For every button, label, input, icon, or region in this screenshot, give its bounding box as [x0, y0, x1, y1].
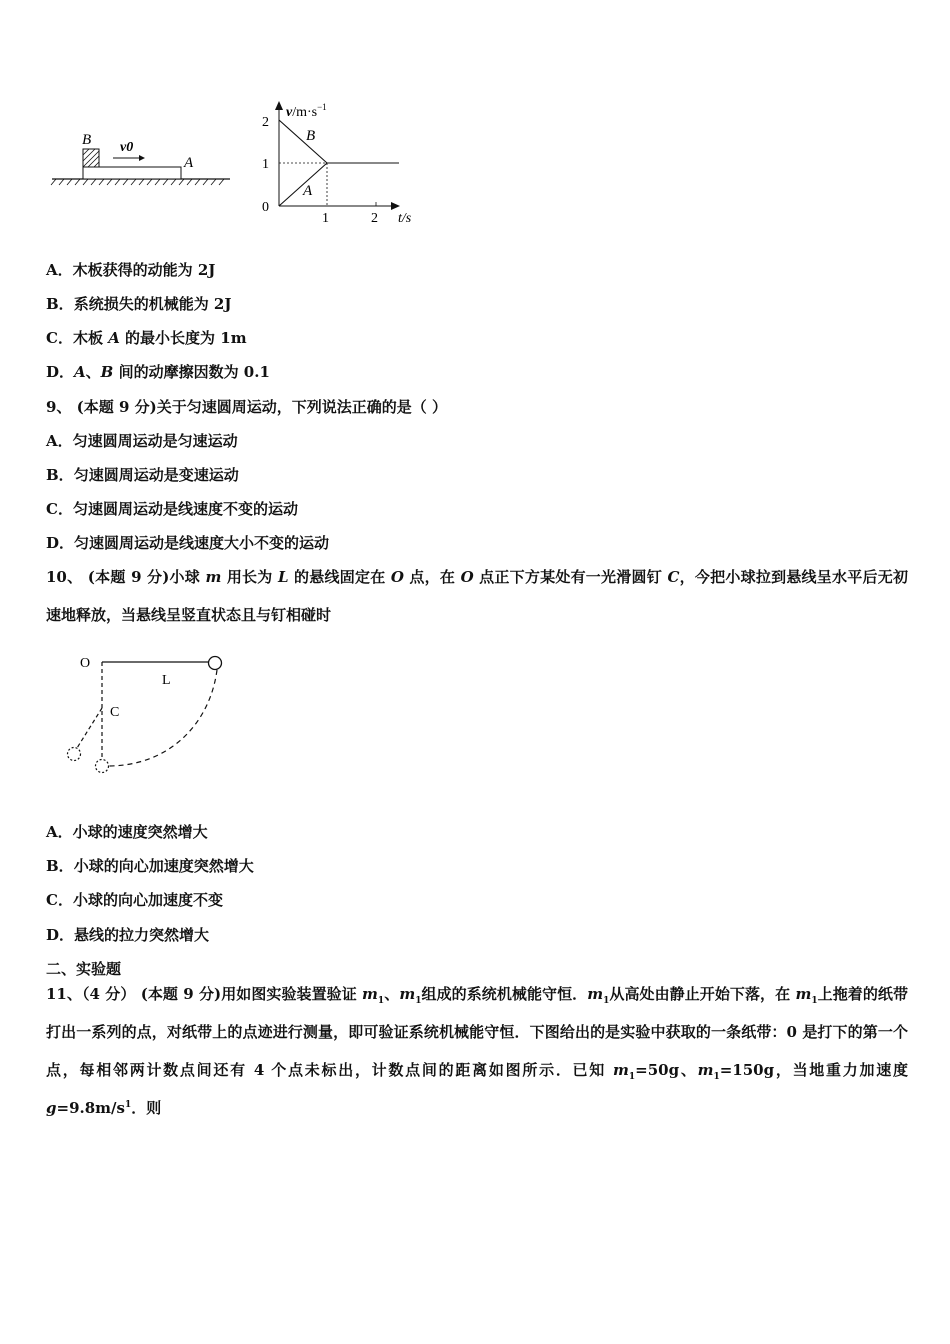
y-axis-arrow-icon — [275, 101, 283, 110]
ball-start — [209, 657, 222, 670]
q9-option-b[interactable]: B．匀速圆周运动是变速运动 — [46, 466, 239, 484]
y-tick-1: 1 — [262, 157, 269, 172]
q9-option-a[interactable]: A．匀速圆周运动是匀速运动 — [46, 432, 238, 450]
arrow-head-icon — [139, 155, 145, 161]
q10-stem: 10、 (本题 9 分)小球 m 用长为 L 的悬线固定在 O 点，在 O 点正下方某处有一光滑圆钉 C，今把小球拉到悬线呈水平后无初速地释放，当悬线呈竖直状态且与钉相碰时 — [46, 568, 908, 624]
q8-option-a[interactable]: A．木板获得的动能为 2J — [46, 261, 216, 279]
q10-option-a[interactable]: A．小球的速度突然增大 — [46, 823, 208, 841]
x-tick-1: 1 — [322, 211, 329, 226]
q10-option-b[interactable]: B．小球的向心加速度突然增大 — [46, 857, 254, 875]
pendulum-figure — [60, 648, 240, 780]
block-on-board-figure — [50, 125, 235, 190]
series-a-label: A — [303, 183, 313, 199]
series-b-label: B — [306, 128, 316, 144]
q8-option-b[interactable]: B．系统损失的机械能为 2J — [46, 295, 232, 313]
section-heading: 二、实验题 — [46, 960, 122, 978]
ball-after — [68, 748, 81, 761]
ground-hatch — [51, 179, 224, 185]
x-axis-label: t/s — [398, 211, 412, 226]
board-a — [83, 167, 181, 179]
velocity-time-graph — [258, 98, 428, 228]
nail-c-label: C — [110, 705, 120, 720]
y-tick-0: 0 — [262, 200, 269, 215]
y-axis-label: $v/m\cdot s^{-1}$ — [286, 102, 327, 120]
y-tick-2: 2 — [262, 115, 269, 130]
q10-option-c[interactable]: C．小球的向心加速度不变 — [46, 891, 223, 909]
q8-option-c[interactable]: C．木板 A 的最小长度为 1m — [46, 329, 247, 347]
series-b-line — [279, 120, 399, 163]
series-a-line — [279, 163, 399, 206]
point-o-label: O — [80, 656, 91, 671]
x-axis-arrow-icon — [391, 202, 400, 210]
length-l-label: L — [162, 673, 171, 688]
q9-option-c[interactable]: C．匀速圆周运动是线速度不变的运动 — [46, 500, 298, 518]
swing-string — [77, 708, 102, 748]
q9-option-d[interactable]: D．匀速圆周运动是线速度大小不变的运动 — [46, 534, 330, 552]
q11-stem: 11、（4 分） (本题 9 分)用如图实验装置验证 $m_1$、$m_1$组成的系统机械能守恒．$m_1$从高处由静止开始下落，在 $m_1$上拖着的纸带打出一系列的点，对纸带上的点迹进行测量，即可验证系统机械能守恒．下图给出的是实验中获取的一条纸带：0 是打下的第一个点，每相邻两计数点间还有 4 个点未标出，计数点间的距离如图所示．已知 $m_1=50g$、$m_1=150g$，当地重力加速度 $g=9.8m/s^1$．则 — [46, 985, 909, 1117]
ball-bottom — [96, 760, 109, 773]
x-tick-2: 2 — [371, 211, 378, 226]
q10-option-d[interactable]: D．悬线的拉力突然增大 — [46, 926, 210, 944]
block-label: B — [82, 132, 92, 148]
board-label: A — [184, 155, 194, 171]
q8-option-d[interactable]: D．A、B 间的动摩擦因数为 0.1 — [46, 363, 270, 381]
v0-label: v0 — [120, 140, 134, 155]
q9-stem: 9、 (本题 9 分)关于匀速圆周运动，下列说法正确的是（ ） — [46, 398, 447, 416]
